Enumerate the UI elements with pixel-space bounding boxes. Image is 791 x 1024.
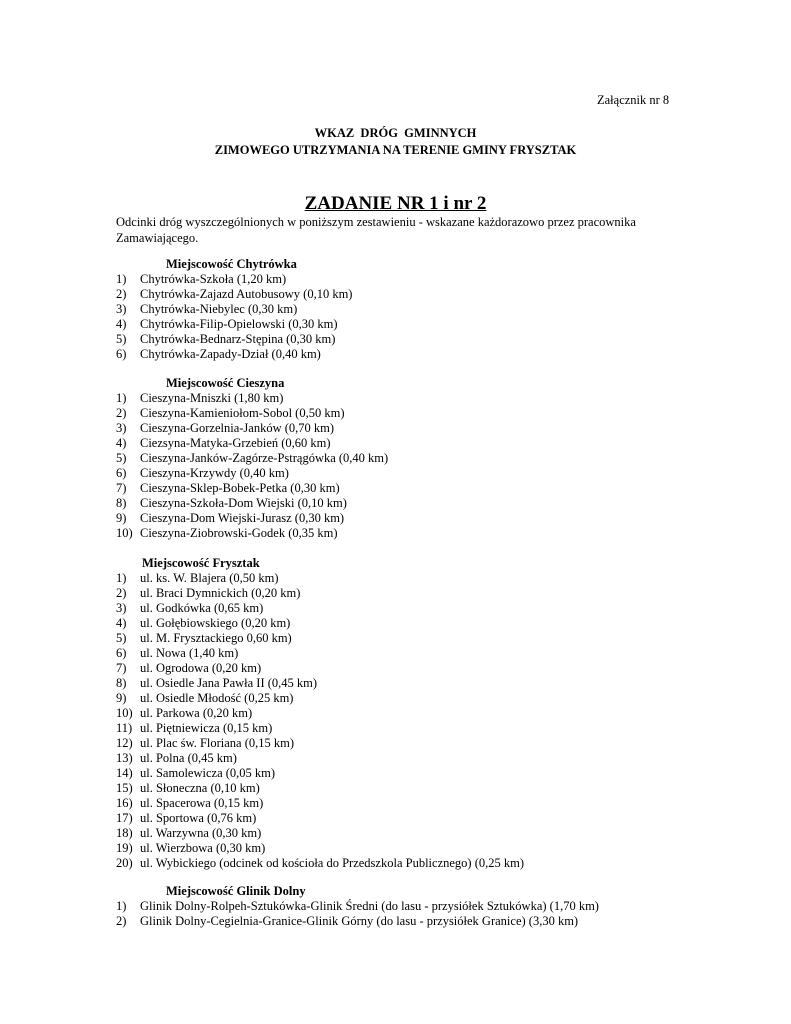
item-number: 1): [116, 571, 127, 585]
section-cieszyna: [116, 376, 736, 541]
list-item: [116, 751, 736, 766]
list-item: [116, 766, 736, 781]
list-item: [116, 826, 736, 841]
item-number: 8): [116, 676, 127, 690]
item-number: 11): [116, 721, 133, 735]
item-text: ul. Wybickiego (odcinek od kościoła do Przedszkola Publicznego) (0,25 km): [140, 856, 524, 870]
task-title: ZADANIE NR 1 i nr 2: [304, 193, 487, 214]
list-item: [116, 406, 736, 421]
item-number: 5): [116, 451, 127, 465]
section-chytrowka: [116, 257, 736, 362]
item-text: ul. Samolewicza (0,05 km): [140, 766, 276, 780]
item-number: 15): [116, 781, 133, 795]
item-text: Glinik Dolny-Rolpeh-Sztukówka-Glinik Średni (do lasu - przysiółek Sztukówka) (1,70 km): [140, 899, 599, 913]
list-item: [116, 332, 736, 347]
item-text: ul. Osiedle Jana Pawła II (0,45 km): [140, 676, 318, 690]
item-number: 10): [116, 706, 133, 720]
list-item: [116, 661, 736, 676]
item-text: Glinik Dolny-Cegielnia-Granice-Glinik Górny (do lasu - przysiółek Granice) (3,30 km): [140, 914, 579, 928]
item-text: Cieszyna-Ziobrowski-Godek (0,35 km): [140, 526, 338, 540]
list-item: [116, 706, 736, 721]
item-text: ul. Braci Dymnickich (0,20 km): [140, 586, 301, 600]
list-item: [116, 616, 736, 631]
road-list: [116, 272, 736, 362]
item-text: ul. ks. W. Blajera (0,50 km): [140, 571, 279, 585]
item-number: 6): [116, 466, 127, 480]
item-number: 13): [116, 751, 133, 765]
item-text: Cieszyna-Dom Wiejski-Jurasz (0,30 km): [140, 511, 345, 525]
item-text: ul. Parkowa (0,20 km): [140, 706, 253, 720]
item-number: 3): [116, 421, 127, 435]
item-text: Chytrówka-Szkoła (1,20 km): [140, 272, 287, 286]
item-number: 12): [116, 736, 133, 750]
list-item: [116, 914, 736, 929]
list-item: [116, 421, 736, 436]
item-text: ul. Wierzbowa (0,30 km): [140, 841, 266, 855]
item-text: ul. Polna (0,45 km): [140, 751, 237, 765]
item-number: 16): [116, 796, 133, 810]
item-text: ul. Godkówka (0,65 km): [140, 601, 264, 615]
item-text: Chytrówka-Bednarz-Stępina (0,30 km): [140, 332, 336, 346]
section-glinik-dolny: [116, 884, 736, 929]
item-number: 9): [116, 511, 127, 525]
list-item: [116, 466, 736, 481]
item-number: 5): [116, 631, 127, 645]
item-text: Cieszyna-Szkoła-Dom Wiejski (0,10 km): [140, 496, 347, 510]
road-list: [116, 899, 736, 929]
item-number: 2): [116, 287, 127, 301]
intro-paragraph: Odcinki dróg wyszczególnionych w poniższym zestawieniu - wskazane każdorazowo przez pracownika Zamawiającego.: [116, 215, 636, 245]
item-number: 6): [116, 646, 127, 660]
item-number: 2): [116, 406, 127, 420]
item-text: Chytrówka-Filip-Opielowski (0,30 km): [140, 317, 338, 331]
list-item: [116, 691, 736, 706]
item-text: ul. Słoneczna (0,10 km): [140, 781, 260, 795]
section-title: Miejscowość Chytrówka: [166, 257, 297, 271]
item-number: 1): [116, 899, 127, 913]
item-text: ul. Warzywna (0,30 km): [140, 826, 262, 840]
section-frysztak: [116, 556, 736, 871]
item-text: Chytrówka-Zapady-Dział (0,40 km): [140, 347, 321, 361]
item-number: 17): [116, 811, 133, 825]
section-title: Miejscowość Glinik Dolny: [166, 884, 306, 898]
item-number: 5): [116, 332, 127, 346]
list-item: [116, 391, 736, 406]
item-number: 14): [116, 766, 133, 780]
road-list: [116, 391, 736, 541]
list-item: [116, 436, 736, 451]
item-number: 1): [116, 391, 127, 405]
list-item: [116, 317, 736, 332]
document-title-line1: WKAZ DRÓG GMINNYCH: [314, 126, 477, 140]
list-item: [116, 899, 736, 914]
list-item: [116, 526, 736, 541]
item-number: 1): [116, 272, 127, 286]
item-text: Cieszyna-Gorzelnia-Janków (0,70 km): [140, 421, 335, 435]
list-item: [116, 302, 736, 317]
list-item: [116, 631, 736, 646]
item-text: Cieszyna-Krzywdy (0,40 km): [140, 466, 289, 480]
list-item: [116, 811, 736, 826]
item-text: Cieszyna-Sklep-Bobek-Petka (0,30 km): [140, 481, 340, 495]
item-number: 18): [116, 826, 133, 840]
item-number: 19): [116, 841, 133, 855]
item-text: ul. Nowa (1,40 km): [140, 646, 239, 660]
list-item: [116, 721, 736, 736]
annex-label: Załącznik nr 8: [597, 93, 670, 107]
list-item: [116, 272, 736, 287]
item-text: ul. Plac św. Floriana (0,15 km): [140, 736, 295, 750]
item-number: 20): [116, 856, 133, 870]
item-text: ul. Piętniewicza (0,15 km): [140, 721, 273, 735]
road-list: [116, 571, 736, 871]
list-item: [116, 571, 736, 586]
list-item: [116, 586, 736, 601]
item-number: 3): [116, 302, 127, 316]
item-number: 10): [116, 526, 133, 540]
item-text: Chytrówka-Zajazd Autobusowy (0,10 km): [140, 287, 353, 301]
list-item: [116, 601, 736, 616]
item-number: 2): [116, 586, 127, 600]
item-text: ul. Ogrodowa (0,20 km): [140, 661, 262, 675]
list-item: [116, 856, 736, 871]
item-number: 4): [116, 436, 127, 450]
item-text: ul. Osiedle Młodość (0,25 km): [140, 691, 294, 705]
list-item: [116, 646, 736, 661]
document-title-line2: ZIMOWEGO UTRZYMANIA NA TERENIE GMINY FRYSZTAK: [214, 143, 577, 157]
item-number: 8): [116, 496, 127, 510]
list-item: [116, 736, 736, 751]
item-number: 4): [116, 616, 127, 630]
item-number: 4): [116, 317, 127, 331]
section-title: Miejscowość Frysztak: [142, 556, 260, 570]
item-text: Cieszyna-Mniszki (1,80 km): [140, 391, 284, 405]
item-text: Ciezsyna-Matyka-Grzebień (0,60 km): [140, 436, 331, 450]
item-text: Chytrówka-Niebylec (0,30 km): [140, 302, 298, 316]
item-text: ul. M. Frysztackiego 0,60 km): [140, 631, 292, 645]
item-number: 7): [116, 661, 127, 675]
list-item: [116, 481, 736, 496]
list-item: [116, 511, 736, 526]
list-item: [116, 796, 736, 811]
list-item: [116, 781, 736, 796]
list-item: [116, 496, 736, 511]
item-number: 3): [116, 601, 127, 615]
item-text: ul. Spacerowa (0,15 km): [140, 796, 264, 810]
item-number: 9): [116, 691, 127, 705]
list-item: [116, 287, 736, 302]
item-text: ul. Sportowa (0,76 km): [140, 811, 257, 825]
section-title: Miejscowość Cieszyna: [166, 376, 285, 390]
item-text: ul. Gołębiowskiego (0,20 km): [140, 616, 291, 630]
item-number: 7): [116, 481, 127, 495]
item-text: Cieszyna-Janków-Zagórze-Pstrągówka (0,40 km): [140, 451, 389, 465]
list-item: [116, 347, 736, 362]
list-item: [116, 676, 736, 691]
list-item: [116, 841, 736, 856]
item-number: 2): [116, 914, 127, 928]
item-number: 6): [116, 347, 127, 361]
list-item: [116, 451, 736, 466]
item-text: Cieszyna-Kamieniołom-Sobol (0,50 km): [140, 406, 345, 420]
